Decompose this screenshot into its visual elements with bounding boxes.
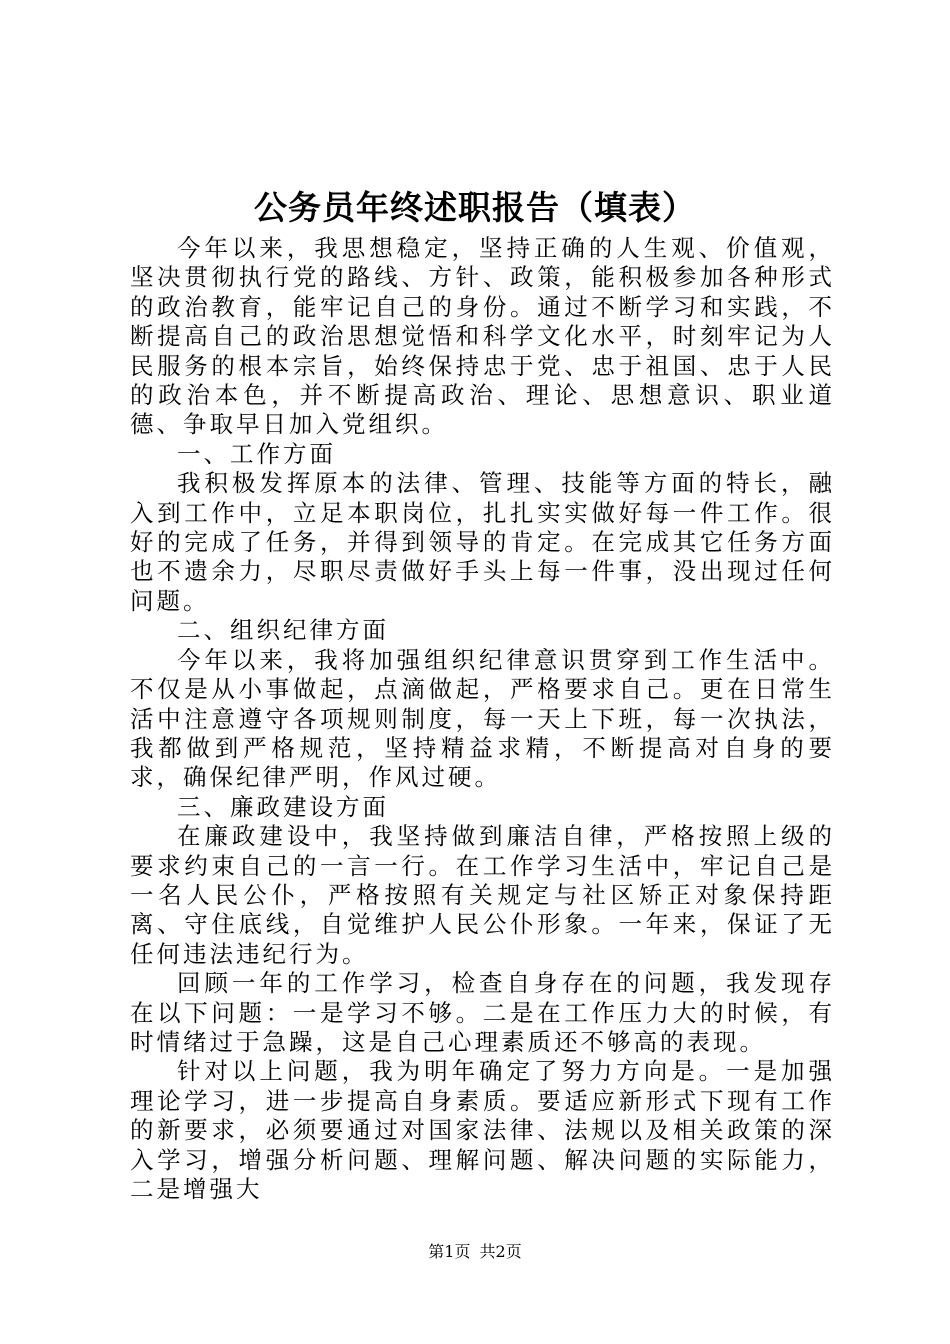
section-heading-work: 一、工作方面 — [177, 439, 336, 468]
paragraph-integrity: 在廉政建设中，我坚持做到廉洁自律，严格按照上级的要求约束自己的一言一行。在工作学习生活中，牢记自己是一名人民公仆，严格按照有关规定与社区矫正对象保持距离、守住底线，自觉维护人民公仆形象。一年来，保证了无任何违法违纪行为。 — [130, 822, 835, 968]
paragraph-discipline: 今年以来，我将加强组织纪律意识贯穿到工作生活中。不仅是从小事做起，点滴做起，严格要求自己。更在日常生活中注意遵守各项规则制度，每一天上下班，每一次执法，我都做到严格规范，坚持精益求精，不断提高对自身的要求，确保纪律严明，作风过硬。 — [130, 645, 835, 792]
paragraph-intro: 今年以来，我思想稳定，坚持正确的人生观、价值观，坚决贯彻执行党的路线、方针、政策，能积极参加各种形式的政治教育，能牢记自己的身份。通过不断学习和实践，不断提高自己的政治思想觉悟和科学文化水平，时刻牢记为人民服务的根本宗旨，始终保持忠于党、忠于祖国、忠于人民的政治本色，并不断提高政治、理论、思想意识、职业道德、争取早日加入党组织。 — [130, 234, 835, 439]
paragraph-plan: 针对以上问题，我为明年确定了努力方向是。一是加强理论学习，进一步提高自身素质。要适应新形式下现有工作的新要求，必须要通过对国家法律、法规以及相关政策的深入学习，增强分析问题、理解问题、解决问题的实际能力，二是增强大 — [130, 1057, 835, 1203]
section-heading-integrity: 三、廉政建设方面 — [177, 792, 389, 821]
document-title: 公务员年终述职报告（填表） — [254, 188, 696, 227]
paragraph-review: 回顾一年的工作学习，检查自身存在的问题，我发现存在以下问题：一是学习不够。二是在工作压力大的时候，有时情绪过于急躁，这是自己心理素质还不够高的表现。 — [130, 969, 835, 1056]
page-number: 第1页 — [428, 1242, 471, 1261]
paragraph-work: 我积极发挥原本的法律、管理、技能等方面的特长，融入到工作中，立足本职岗位，扎扎实实做好每一件工作。很好的完成了任务，并得到领导的肯定。在完成其它任务方面也不遗余力，尽职尽责做好手头上每一件事，没出现过任何问题。 — [130, 469, 835, 615]
section-heading-discipline: 二、组织纪律方面 — [177, 616, 389, 645]
page-footer — [0, 1242, 950, 1262]
page-total: 共2页 — [479, 1242, 522, 1261]
document-body — [130, 234, 835, 1204]
